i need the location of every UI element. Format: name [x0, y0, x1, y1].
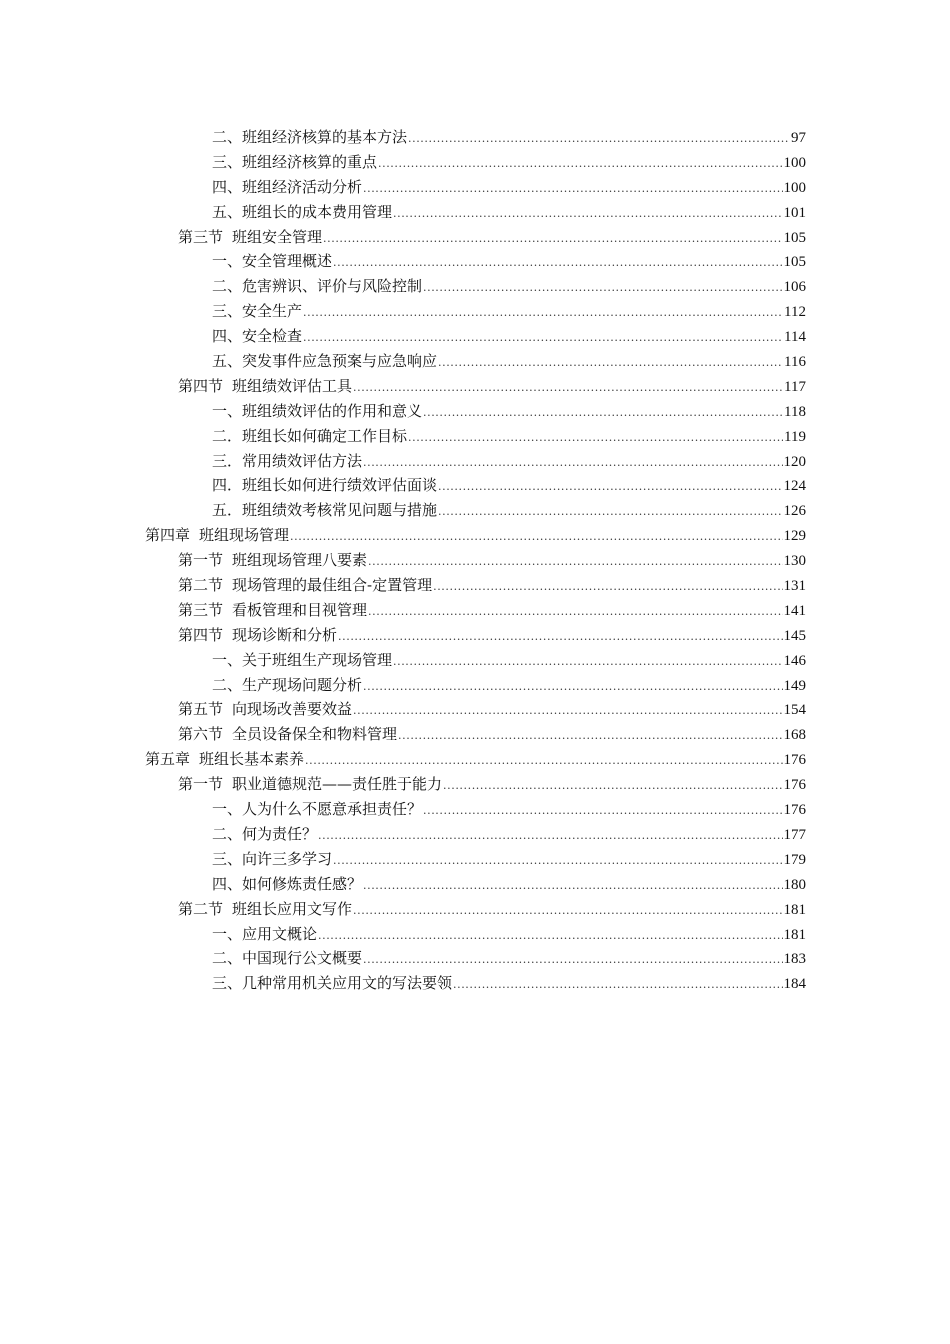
dot-leader [368, 550, 782, 575]
toc-page-number: 101 [783, 204, 806, 221]
toc-page-number: 154 [783, 702, 806, 719]
toc-entry-text: 一、应用文概论 [212, 924, 318, 943]
dot-leader [378, 152, 782, 177]
toc-entry-text: 现场管理的最佳组合-定置管理 [232, 576, 433, 595]
toc-chapter-entry[interactable] [0, 523, 950, 548]
dot-leader [303, 301, 783, 326]
toc-entry-title [212, 399, 422, 424]
toc-page-number: 117 [784, 378, 806, 395]
toc-entry-label: 第五节 [178, 700, 224, 719]
dot-leader [438, 351, 783, 376]
dot-leader [303, 326, 783, 351]
toc-page-number: 119 [784, 428, 806, 445]
toc-entry-title [212, 673, 362, 698]
dot-leader [393, 650, 782, 675]
dot-leader [438, 475, 782, 500]
toc-entry-title [145, 747, 304, 772]
toc-subsection-entry[interactable] [0, 971, 950, 996]
toc-subsection-entry[interactable] [0, 324, 950, 349]
toc-entry-text: 三．常用绩效评估方法 [212, 451, 363, 470]
toc-entry-text: 班组长基本素养 [199, 750, 305, 769]
toc-section-entry[interactable] [0, 548, 950, 573]
toc-page-number: 131 [783, 578, 806, 595]
dot-leader [323, 227, 782, 252]
toc-entry-text: 班组安全管理 [232, 227, 323, 246]
toc-subsection-entry[interactable] [0, 150, 950, 175]
toc-page-number: 176 [783, 777, 806, 794]
toc-entry-text: 二、生产现场问题分析 [212, 675, 363, 694]
toc-page-number: 184 [783, 976, 806, 993]
toc-entry-text: 二、中国现行公文概要 [212, 949, 363, 968]
toc-subsection-entry[interactable] [0, 872, 950, 897]
toc-page-number: 105 [783, 254, 806, 271]
toc-entry-text: 二、何为责任？ [212, 824, 318, 843]
toc-subsection-entry[interactable] [0, 200, 950, 225]
toc-page-number: 106 [783, 279, 806, 296]
toc-entry-title [178, 623, 337, 648]
toc-entry-text: 三、向许三多学习 [212, 849, 333, 868]
toc-page-number: 116 [784, 354, 806, 371]
toc-entry-title [178, 374, 352, 399]
dot-leader [363, 177, 782, 202]
dot-leader [423, 799, 782, 824]
toc-entry-label: 第二节 [178, 576, 224, 595]
toc-entry-title [212, 648, 392, 673]
dot-leader [433, 575, 782, 600]
toc-page-number: 112 [784, 304, 806, 321]
dot-leader [438, 500, 782, 525]
toc-subsection-entry[interactable] [0, 473, 950, 498]
toc-entry-title [212, 971, 452, 996]
toc-page-number: 126 [783, 503, 806, 520]
toc-entry-label: 第一节 [178, 551, 224, 570]
toc-entry-title [212, 125, 407, 150]
toc-entry-label: 第二节 [178, 899, 224, 918]
dot-leader [318, 924, 782, 949]
toc-entry-title [212, 922, 317, 947]
toc-entry-text: 班组现场管理八要素 [232, 551, 368, 570]
toc-entry-title [212, 498, 437, 523]
toc-entry-text: 二、班组经济核算的基本方法 [212, 128, 408, 146]
toc-page-number: 168 [783, 727, 806, 744]
toc-subsection-entry[interactable] [0, 673, 950, 698]
toc-entry-title [212, 175, 362, 200]
dot-leader [353, 699, 782, 724]
toc-entry-text: 四、班组经济活动分析 [212, 177, 363, 196]
dot-leader [363, 948, 782, 973]
dot-leader [305, 749, 782, 774]
toc-entry-title [178, 772, 442, 797]
toc-entry-title [178, 598, 367, 623]
toc-entry-title [212, 946, 362, 971]
toc-section-entry[interactable] [0, 697, 950, 722]
toc-entry-label: 第三节 [178, 600, 224, 619]
toc-page-number: 120 [783, 453, 806, 470]
toc-page-number: 141 [783, 602, 806, 619]
dot-leader [333, 849, 782, 874]
toc-chapter-entry[interactable] [0, 747, 950, 772]
toc-entry-text: 职业道德规范——责任胜于能力 [232, 775, 443, 794]
toc-subsection-entry[interactable] [0, 125, 950, 150]
toc-entry-label: 第三节 [178, 227, 224, 246]
toc-entry-text: 三、安全生产 [212, 302, 303, 321]
toc-entry-text: 五、班组长的成本费用管理 [212, 202, 393, 221]
toc-subsection-entry[interactable] [0, 274, 950, 299]
toc-entry-text: 四．班组长如何进行绩效评估面谈 [212, 476, 438, 495]
toc-entry-text: 现场诊断和分析 [232, 625, 338, 644]
dot-leader [353, 899, 782, 924]
dot-leader [318, 824, 782, 849]
toc-section-entry[interactable] [0, 722, 950, 747]
toc-entry-title [212, 797, 422, 822]
toc-section-entry[interactable] [0, 623, 950, 648]
toc-entry-text: 二．班组长如何确定工作目标 [212, 426, 408, 445]
toc-entry-text: 三、几种常用机关应用文的写法要领 [212, 974, 453, 993]
toc-page-number: 176 [783, 752, 806, 769]
dot-leader [363, 675, 782, 700]
toc-entry-title [212, 473, 437, 498]
toc-entry-title [212, 200, 392, 225]
toc-section-entry[interactable] [0, 573, 950, 598]
toc-entry-text: 三、班组经济核算的重点 [212, 152, 378, 171]
toc-entry-title [212, 150, 377, 175]
toc-subsection-entry[interactable] [0, 249, 950, 274]
dot-leader [453, 973, 782, 998]
toc-entry-title [212, 299, 302, 324]
toc-page-number: 130 [783, 553, 806, 570]
dot-leader [338, 625, 782, 650]
toc-entry-label: 第六节 [178, 725, 224, 744]
dot-leader [393, 202, 782, 227]
toc-entry-text: 向现场改善要效益 [232, 700, 353, 719]
toc-page-number: 145 [783, 627, 806, 644]
dot-leader [423, 276, 782, 301]
toc-subsection-entry[interactable] [0, 946, 950, 971]
toc-entry-text: 四、安全检查 [212, 327, 303, 346]
toc-page-number: 124 [783, 478, 806, 495]
toc-entry-text: 一、班组绩效评估的作用和意义 [212, 401, 423, 420]
toc-subsection-entry[interactable] [0, 797, 950, 822]
toc-section-entry[interactable] [0, 225, 950, 250]
toc-entry-title [212, 249, 332, 274]
toc-entry-title [212, 822, 317, 847]
toc-entry-label: 第四节 [178, 625, 224, 644]
toc-entry-title [178, 573, 432, 598]
toc-entry-title [178, 697, 352, 722]
dot-leader [333, 251, 782, 276]
toc-subsection-entry[interactable] [0, 299, 950, 324]
toc-entry-title [178, 548, 367, 573]
table-of-contents [0, 125, 950, 996]
dot-leader [363, 874, 782, 899]
toc-entry-title [212, 324, 302, 349]
toc-entry-text: 一、人为什么不愿意承担责任？ [212, 800, 423, 819]
toc-page-number: 146 [783, 652, 806, 669]
toc-subsection-entry[interactable] [0, 847, 950, 872]
toc-entry-text: 班组长应用文写作 [232, 899, 353, 918]
toc-entry-title [212, 872, 362, 897]
toc-entry-title [212, 449, 362, 474]
toc-page-number: 176 [783, 802, 806, 819]
toc-page-number: 179 [783, 851, 806, 868]
toc-subsection-entry[interactable] [0, 349, 950, 374]
toc-entry-title [145, 523, 289, 548]
toc-entry-text: 班组现场管理 [199, 526, 290, 545]
toc-entry-title [178, 722, 397, 747]
toc-entry-text: 四、如何修炼责任感？ [212, 874, 363, 893]
toc-entry-title [178, 225, 322, 250]
dot-leader [290, 525, 782, 550]
toc-subsection-entry[interactable] [0, 822, 950, 847]
toc-entry-title [212, 847, 332, 872]
toc-page-number: 181 [783, 926, 806, 943]
toc-entry-text: 五．班组绩效考核常见问题与措施 [212, 501, 438, 520]
toc-page-number: 97 [791, 130, 806, 146]
toc-entry-text: 一、关于班组生产现场管理 [212, 650, 393, 669]
dot-leader [408, 426, 783, 451]
toc-subsection-entry[interactable] [0, 175, 950, 200]
dot-leader [423, 401, 783, 426]
dot-leader [363, 451, 782, 476]
toc-entry-title [212, 424, 407, 449]
toc-page-number: 100 [783, 179, 806, 196]
toc-subsection-entry[interactable] [0, 498, 950, 523]
toc-entry-text: 全员设备保全和物料管理 [232, 725, 398, 744]
toc-entry-label: 第四节 [178, 376, 224, 395]
toc-entry-label: 第四章 [145, 526, 191, 545]
toc-page-number: 149 [783, 677, 806, 694]
toc-entry-text: 五、突发事件应急预案与应急响应 [212, 352, 438, 371]
toc-subsection-entry[interactable] [0, 648, 950, 673]
toc-entry-text: 看板管理和目视管理 [232, 600, 368, 619]
toc-page-number: 129 [783, 528, 806, 545]
toc-entry-title [212, 274, 422, 299]
toc-page-number: 180 [783, 876, 806, 893]
dot-leader [368, 600, 782, 625]
toc-entry-label: 第一节 [178, 775, 224, 794]
toc-subsection-entry[interactable] [0, 922, 950, 947]
toc-subsection-entry[interactable] [0, 424, 950, 449]
toc-section-entry[interactable] [0, 772, 950, 797]
toc-page-number: 114 [784, 329, 806, 346]
toc-entry-text: 班组绩效评估工具 [232, 376, 353, 395]
toc-entry-title [212, 349, 437, 374]
toc-entry-label: 第五章 [145, 750, 191, 769]
toc-entry-text: 一、安全管理概述 [212, 252, 333, 271]
toc-subsection-entry[interactable] [0, 449, 950, 474]
dot-leader [408, 127, 790, 152]
dot-leader [353, 376, 783, 401]
dot-leader [443, 774, 782, 799]
toc-section-entry[interactable] [0, 374, 950, 399]
toc-subsection-entry[interactable] [0, 399, 950, 424]
toc-page-number: 181 [783, 901, 806, 918]
toc-entry-text: 二、危害辨识、评价与风险控制 [212, 277, 423, 296]
dot-leader [398, 724, 782, 749]
toc-page-number: 105 [783, 229, 806, 246]
toc-entry-title [178, 897, 352, 922]
toc-section-entry[interactable] [0, 897, 950, 922]
toc-page-number: 183 [783, 951, 806, 968]
toc-page-number: 100 [783, 154, 806, 171]
toc-page-number: 177 [783, 826, 806, 843]
toc-page-number: 118 [784, 403, 806, 420]
toc-section-entry[interactable] [0, 598, 950, 623]
